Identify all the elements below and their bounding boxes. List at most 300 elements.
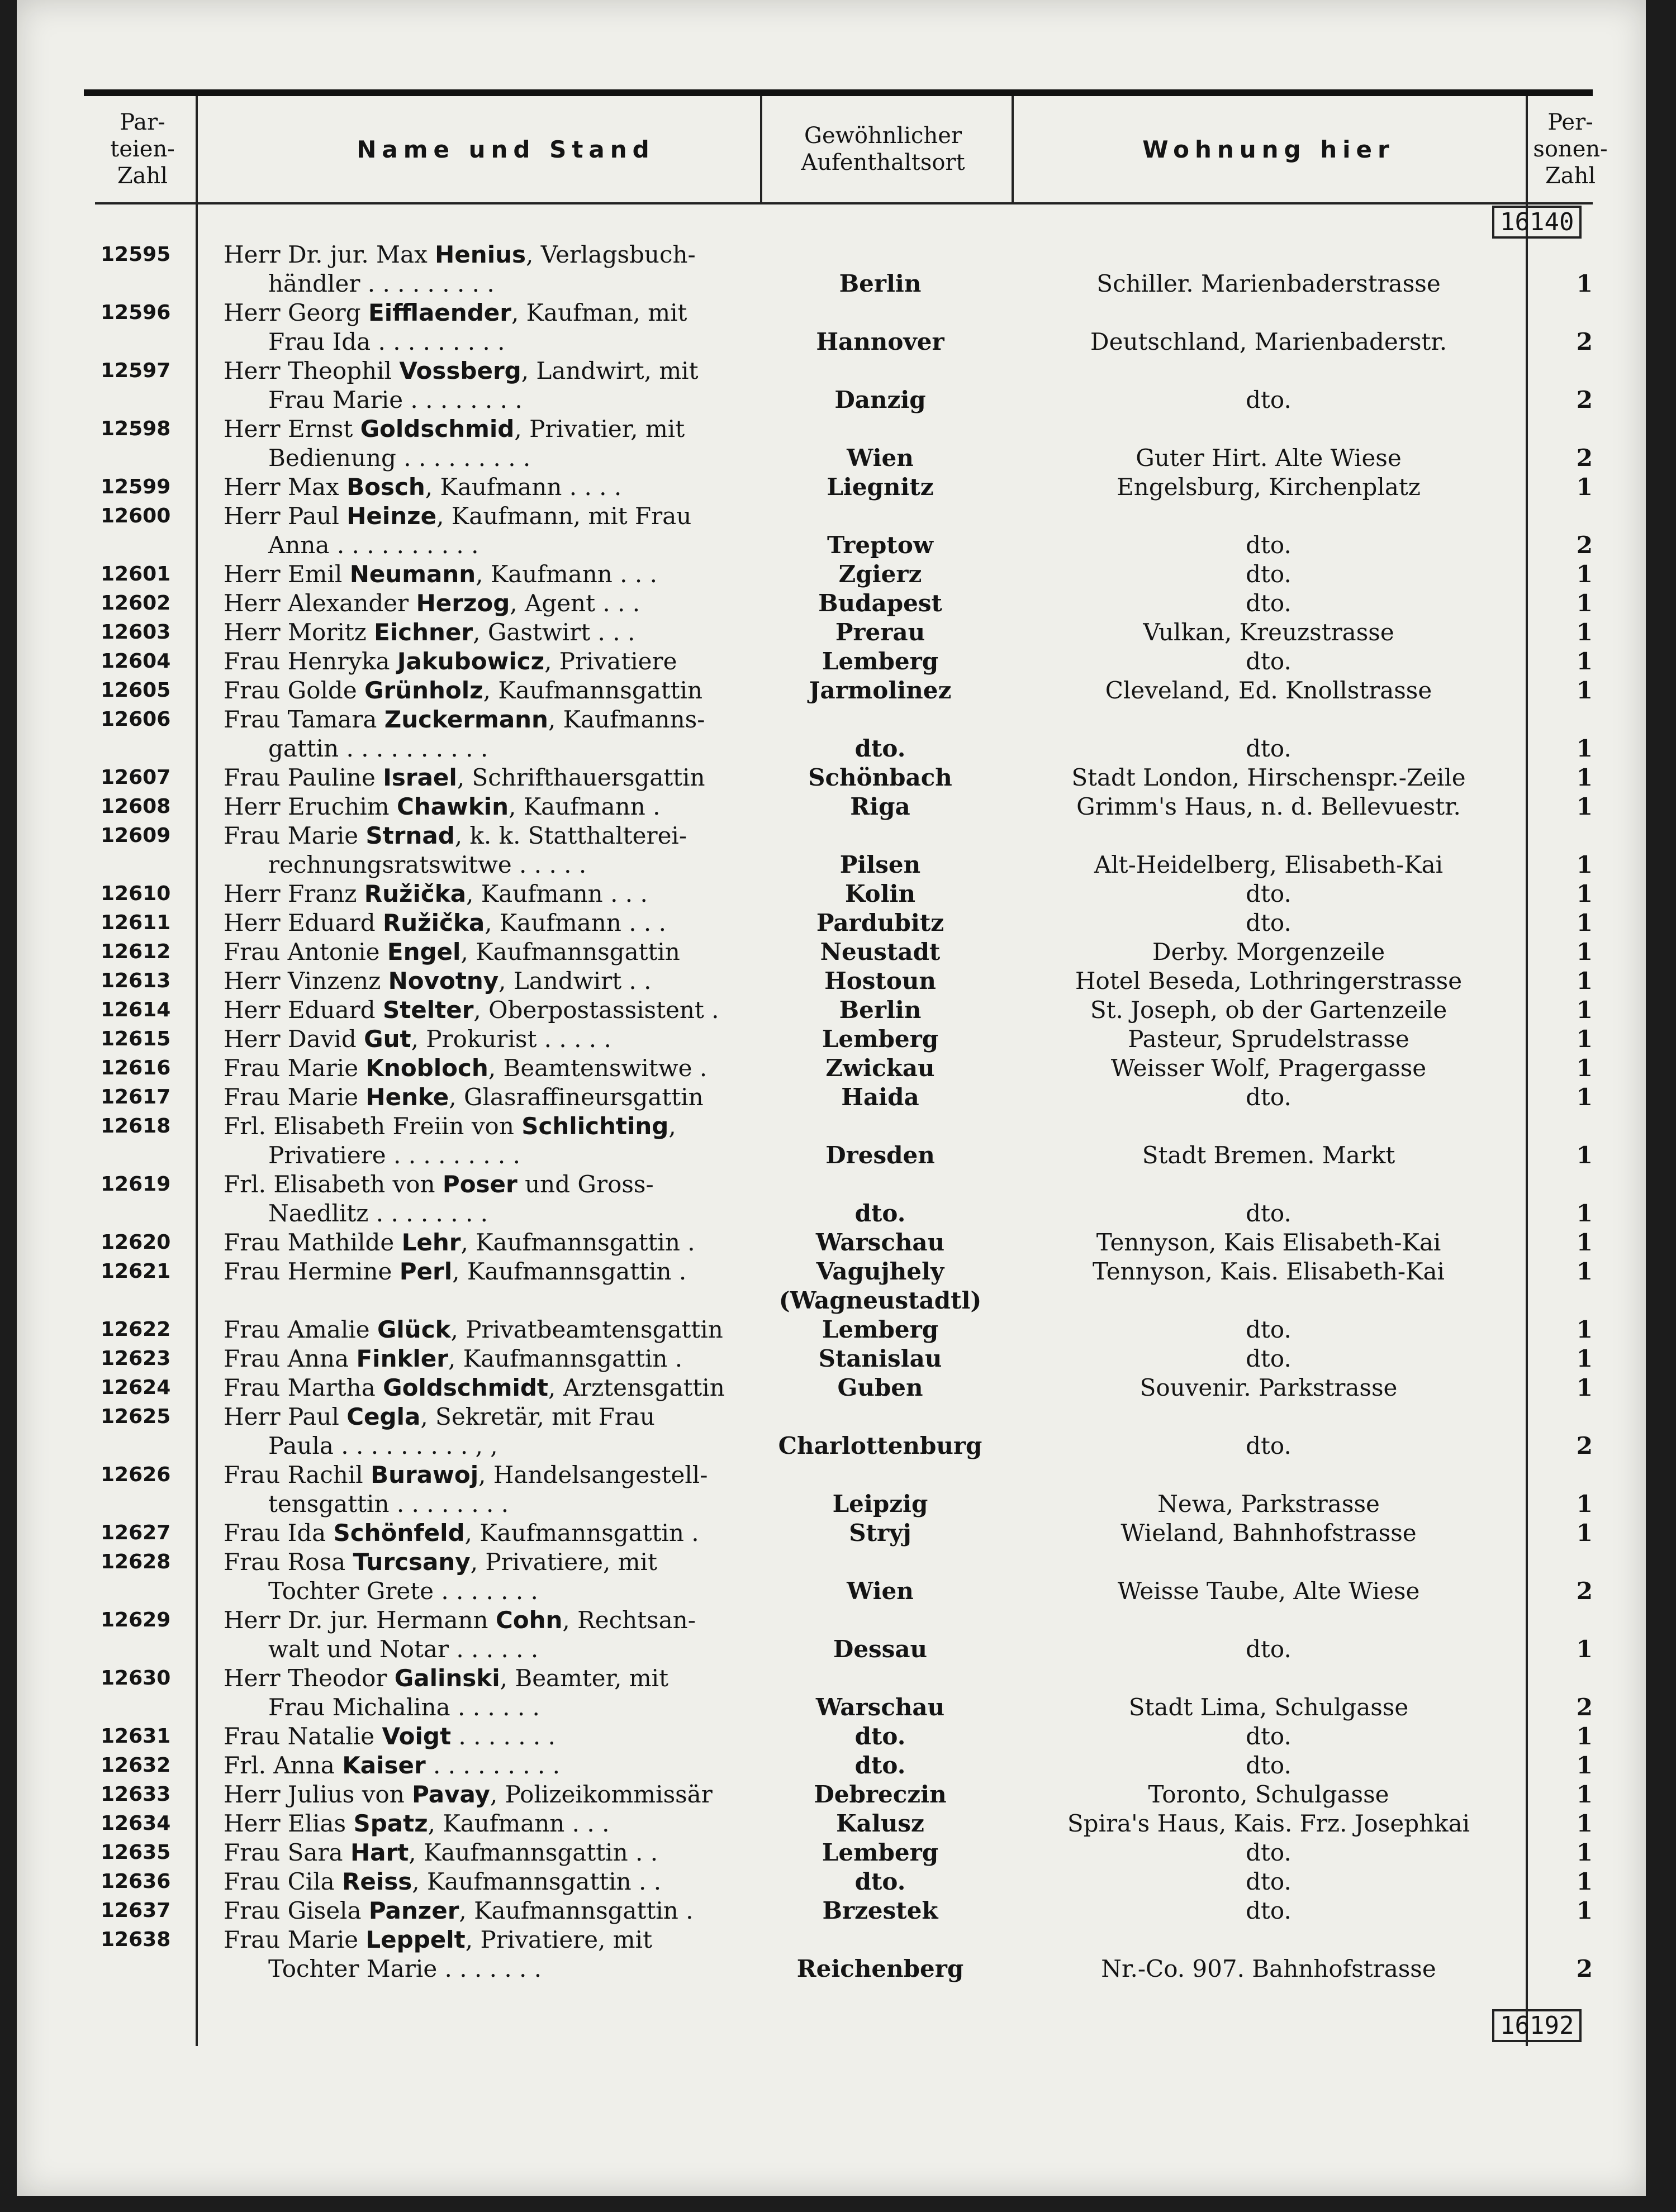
name-part: , Kaufmann . . . xyxy=(485,909,666,936)
name-part: Herr Emil xyxy=(224,560,350,588)
partei-number: 12613 xyxy=(101,969,171,992)
surname: Finkler xyxy=(356,1345,448,1372)
entry-name xyxy=(224,1054,816,1083)
partei-number: 12602 xyxy=(101,592,171,615)
partei-number: 12626 xyxy=(101,1463,171,1486)
name-continuation: tensgattin . . . . . . . . xyxy=(268,1490,509,1518)
personen-zahl: 1 xyxy=(1576,967,1593,995)
aufenthaltsort: Berlin xyxy=(839,270,922,297)
wohnung: Tennyson, Kais. Elisabeth-Kai xyxy=(1093,1258,1445,1285)
personen-zahl: 1 xyxy=(1576,938,1593,965)
aufenthaltsort: Hostoun xyxy=(824,967,936,995)
partei-number: 12638 xyxy=(101,1928,171,1951)
partei-number: 12614 xyxy=(101,998,171,1021)
total-end xyxy=(1492,2011,1582,2040)
aufenthaltsort: Debreczin xyxy=(814,1781,947,1808)
wohnung: Deutschland, Marienbaderstr. xyxy=(1090,328,1447,355)
aufenthaltsort: Lemberg xyxy=(822,1316,939,1343)
entry-name xyxy=(224,647,816,676)
partei-number: 12624 xyxy=(101,1376,171,1399)
name-part: Frau Hermine xyxy=(224,1258,400,1285)
aufenthaltsort: Stryj xyxy=(849,1519,911,1547)
name-part: , k. k. Statthalterei- xyxy=(454,822,687,849)
name-part: , Kaufmann . . . xyxy=(428,1810,610,1837)
header-name: Name und Stand xyxy=(357,135,655,163)
entry-name xyxy=(224,1838,816,1867)
personen-zahl: 1 xyxy=(1576,1839,1593,1866)
wohnung: dto. xyxy=(1246,1432,1292,1459)
aufenthaltsort: Kalusz xyxy=(836,1810,924,1837)
name-part: , Kaufmann . . . xyxy=(466,880,648,907)
entry-name xyxy=(224,705,816,763)
total-start xyxy=(1492,208,1582,236)
name-part: , Beamtenswitwe . xyxy=(488,1054,708,1082)
entry-name xyxy=(224,1896,816,1925)
aufenthaltsort: Liegnitz xyxy=(827,473,934,501)
personen-zahl: 1 xyxy=(1576,1025,1593,1053)
partei-number: 12623 xyxy=(101,1347,171,1370)
surname: Bosch xyxy=(346,473,425,501)
entry-name xyxy=(224,938,816,967)
name-part: , Kaufmannsgattin xyxy=(483,677,703,704)
name-continuation: walt und Notar . . . . . . xyxy=(268,1635,539,1663)
personen-zahl: 1 xyxy=(1576,619,1593,646)
partei-number: 12634 xyxy=(101,1812,171,1835)
partei-number: 12617 xyxy=(101,1086,171,1109)
entry-name xyxy=(224,792,816,821)
wohnung: dto. xyxy=(1246,1083,1292,1111)
entry-name xyxy=(224,1519,816,1548)
surname: Ružička xyxy=(364,880,467,907)
entry-name xyxy=(224,618,816,647)
surname: Poser xyxy=(442,1171,517,1198)
personen-zahl: 1 xyxy=(1576,648,1593,675)
total-end-value: 16192 xyxy=(1492,2009,1582,2042)
surname: Kaiser xyxy=(342,1752,426,1779)
partei-number: 12633 xyxy=(101,1783,171,1806)
partei-number: 12631 xyxy=(101,1725,171,1748)
name-part: Frau Rachil xyxy=(224,1461,371,1488)
surname: Perl xyxy=(399,1258,453,1285)
wohnung: Nr.-Co. 907. Bahnhofstrasse xyxy=(1101,1955,1436,1982)
personen-zahl: 1 xyxy=(1576,996,1593,1024)
name-part: Frau Rosa xyxy=(224,1548,353,1576)
wohnung: Guter Hirt. Alte Wiese xyxy=(1136,444,1402,472)
ort-line: (Wagneustadtl) xyxy=(778,1287,982,1314)
personen-zahl: 2 xyxy=(1576,1694,1593,1721)
aufenthaltsort: dto. xyxy=(854,1200,906,1227)
name-part: , Kaufmanns- xyxy=(548,706,705,733)
wohnung: dto. xyxy=(1246,560,1292,588)
partei-number: 12606 xyxy=(101,708,171,731)
wohnung: dto. xyxy=(1246,1752,1292,1779)
name-continuation: Frau Michalina . . . . . . xyxy=(268,1694,540,1721)
partei-number: 12637 xyxy=(101,1899,171,1922)
name-part: Frl. Elisabeth Freiin von xyxy=(224,1112,522,1140)
name-part: , Kaufmannsgattin . . xyxy=(412,1868,662,1895)
aufenthaltsort: Berlin xyxy=(839,996,922,1024)
name-part: , Kaufmannsgattin . . xyxy=(409,1839,658,1866)
name-continuation: Paula . . . . . . . . . , , xyxy=(268,1432,498,1459)
name-part: , Beamter, mit xyxy=(500,1664,668,1692)
wohnung: Newa, Parkstrasse xyxy=(1157,1490,1380,1518)
aufenthaltsort: Jarmolinez xyxy=(809,677,952,704)
personen-zahl: 2 xyxy=(1576,386,1593,413)
name-part: Frau Tamara xyxy=(224,706,384,733)
name-part: , Landwirt, mit xyxy=(521,357,699,384)
personen-zahl: 1 xyxy=(1576,1810,1593,1837)
partei-number: 12598 xyxy=(101,417,171,440)
aufenthaltsort: dto. xyxy=(854,1868,906,1895)
entry-name xyxy=(224,1751,816,1780)
personen-zahl: 1 xyxy=(1576,1752,1593,1779)
aufenthaltsort: Stanislau xyxy=(818,1345,942,1372)
surname: Ružička xyxy=(382,909,485,936)
partei-number: 12610 xyxy=(101,882,171,905)
wohnung: dto. xyxy=(1246,1839,1292,1866)
wohnung: dto. xyxy=(1246,1345,1292,1372)
name-part: Herr Georg xyxy=(224,299,368,326)
name-part: , Oberpostassistent . xyxy=(473,996,719,1024)
wohnung: Derby. Morgenzeile xyxy=(1152,938,1385,965)
name-part: . . . . . . . xyxy=(451,1723,555,1750)
entry-name xyxy=(224,560,816,589)
name-part: Herr Dr. jur. Hermann xyxy=(224,1606,496,1634)
aufenthaltsort: Guben xyxy=(837,1374,923,1401)
wohnung: Wieland, Bahnhofstrasse xyxy=(1121,1519,1417,1547)
personen-zahl: 2 xyxy=(1576,1577,1593,1605)
surname: Galinski xyxy=(394,1664,500,1692)
surname: Goldschmidt xyxy=(383,1374,548,1401)
name-part: Frau Pauline xyxy=(224,764,383,791)
total-start-value: 16140 xyxy=(1492,206,1582,239)
name-part: Herr Eduard xyxy=(224,996,383,1024)
surname: Novotny xyxy=(388,967,499,995)
personen-zahl: 1 xyxy=(1576,1345,1593,1372)
aufenthaltsort: Treptow xyxy=(827,531,933,559)
aufenthaltsort: Dresden xyxy=(825,1141,935,1169)
name-part: , Agent . . . xyxy=(510,589,640,617)
name-part: Frau Natalie xyxy=(224,1723,382,1750)
name-part: Frau Henryka xyxy=(224,648,397,675)
wohnung: Stadt Bremen. Markt xyxy=(1142,1141,1395,1169)
aufenthaltsort: Leipzig xyxy=(832,1490,928,1518)
personen-zahl: 1 xyxy=(1576,1258,1593,1285)
surname: Henius xyxy=(435,241,526,268)
surname: Henke xyxy=(365,1083,449,1111)
entry-name xyxy=(224,1228,816,1257)
name-part: Frl. Anna xyxy=(224,1752,343,1779)
partei-number: 12627 xyxy=(101,1521,171,1544)
surname: Schönfeld xyxy=(333,1519,465,1547)
personen-zahl: 2 xyxy=(1576,444,1593,472)
entry-name xyxy=(224,1780,816,1809)
surname: Heinze xyxy=(346,502,437,530)
personen-zahl: 1 xyxy=(1576,1200,1593,1227)
name-part: , Glasraffineursgattin xyxy=(449,1083,704,1111)
personen-zahl: 1 xyxy=(1576,560,1593,588)
name-part: , Verlagsbuch- xyxy=(526,241,696,268)
name-part: Frau Marie xyxy=(224,1926,366,1953)
name-continuation: Bedienung . . . . . . . . . xyxy=(268,444,531,472)
wohnung: dto. xyxy=(1246,1723,1292,1750)
surname: Hart xyxy=(350,1839,409,1866)
surname: Israel xyxy=(383,764,457,791)
entry-name xyxy=(224,502,816,560)
entry-name xyxy=(224,473,816,502)
name-part: , Kaufmann . xyxy=(509,793,661,820)
surname: Reiss xyxy=(342,1868,412,1895)
partei-number: 12630 xyxy=(101,1667,171,1690)
header-ort: Gewöhnlicher Aufenthaltsort xyxy=(801,123,965,175)
name-part: Herr Julius von xyxy=(224,1781,412,1808)
surname: Schlichting xyxy=(521,1112,669,1140)
surname: Panzer xyxy=(368,1897,459,1924)
page xyxy=(17,0,1646,2196)
surname: Stelter xyxy=(382,996,474,1024)
partei-number: 12636 xyxy=(101,1870,171,1893)
entry-name xyxy=(224,1606,816,1664)
name-part: Herr Paul xyxy=(224,1403,347,1430)
partei-number: 12620 xyxy=(101,1231,171,1254)
partei-number: 12600 xyxy=(101,505,171,527)
name-part: Frl. Elisabeth von xyxy=(224,1171,443,1198)
header-wohnung: Wohnung hier xyxy=(1142,135,1395,163)
entry-name xyxy=(224,967,816,996)
partei-number: 12597 xyxy=(101,359,171,382)
aufenthaltsort: Dessau xyxy=(833,1635,928,1663)
name-continuation: Tochter Grete . . . . . . . xyxy=(268,1577,538,1605)
name-part: , Kaufmannsgattin . xyxy=(459,1897,694,1924)
partei-number: 12629 xyxy=(101,1609,171,1631)
name-part: , Schrifthauersgattin xyxy=(457,764,705,791)
aufenthaltsort: Schönbach xyxy=(808,764,952,791)
personen-zahl: 1 xyxy=(1576,764,1593,791)
aufenthaltsort: Lemberg xyxy=(822,1025,939,1053)
wohnung: dto. xyxy=(1246,909,1292,936)
surname: Jakubowicz xyxy=(397,648,545,675)
partei-number: 12601 xyxy=(101,563,171,586)
aufenthaltsort xyxy=(754,1257,1006,1315)
wohnung: St. Joseph, ob der Gartenzeile xyxy=(1090,996,1447,1024)
entry-name xyxy=(224,1809,816,1838)
entry-name xyxy=(224,1402,816,1461)
top-rule xyxy=(84,89,1593,96)
name-part: , Kaufmannsgattin . xyxy=(460,1229,695,1256)
name-part: Frau Sara xyxy=(224,1839,350,1866)
partei-number: 12611 xyxy=(101,911,171,934)
surname: Pavay xyxy=(412,1781,490,1808)
name-part: , Privatier, mit xyxy=(514,415,685,443)
entry-name xyxy=(224,240,816,298)
partei-number: 12604 xyxy=(101,650,171,673)
entry-name xyxy=(224,415,816,473)
entry-name xyxy=(224,996,816,1025)
wohnung: Grimm's Haus, n. d. Bellevuestr. xyxy=(1076,793,1461,820)
partei-number: 12621 xyxy=(101,1260,171,1283)
wohnung: dto. xyxy=(1246,386,1292,413)
surname: Neumann xyxy=(349,560,476,588)
partei-number: 12608 xyxy=(101,795,171,818)
entry-name xyxy=(224,1373,816,1402)
aufenthaltsort: Warschau xyxy=(815,1229,945,1256)
wohnung: dto. xyxy=(1246,735,1292,762)
aufenthaltsort: Pilsen xyxy=(839,851,921,878)
entry-name xyxy=(224,1083,816,1112)
header-personen: Per- sonen- Zahl xyxy=(1533,110,1608,189)
entry-name xyxy=(224,1315,816,1344)
surname: Engel xyxy=(387,938,461,965)
name-part: , xyxy=(668,1112,676,1140)
aufenthaltsort: Neustadt xyxy=(820,938,941,965)
name-part: , Kaufmannsgattin . xyxy=(448,1345,683,1372)
name-part: , Kaufmann . . . xyxy=(476,560,657,588)
column-separator xyxy=(1012,96,1014,202)
name-part: , Polizeikommissär xyxy=(490,1781,713,1808)
wohnung: dto. xyxy=(1246,1897,1292,1924)
wohnung: Stadt Lima, Schulgasse xyxy=(1128,1694,1409,1721)
aufenthaltsort: Riga xyxy=(850,793,910,820)
aufenthaltsort: Zwickau xyxy=(825,1054,935,1082)
aufenthaltsort: Wien xyxy=(847,444,914,472)
wohnung: Engelsburg, Kirchenplatz xyxy=(1117,473,1421,501)
entry-name xyxy=(224,589,816,618)
surname: Spatz xyxy=(353,1810,428,1837)
surname: Cegla xyxy=(346,1403,421,1430)
wohnung: dto. xyxy=(1246,1635,1292,1663)
name-part: Herr Franz xyxy=(224,880,364,907)
partei-number: 12605 xyxy=(101,679,171,702)
wohnung: Schiller. Marienbaderstrasse xyxy=(1096,270,1441,297)
name-continuation: Tochter Marie . . . . . . . xyxy=(268,1955,542,1982)
surname: Cohn xyxy=(495,1606,563,1634)
name-part: Frau Antonie xyxy=(224,938,387,965)
name-part: Herr Theodor xyxy=(224,1664,395,1692)
table-header xyxy=(95,96,1608,204)
wohnung: Alt-Heidelberg, Elisabeth-Kai xyxy=(1094,851,1444,878)
entry-name xyxy=(224,1461,816,1519)
header-partei: Par- teien- Zahl xyxy=(110,110,175,189)
name-part: Herr Paul xyxy=(224,502,347,530)
personen-zahl: 1 xyxy=(1576,677,1593,704)
aufenthaltsort: Brzestek xyxy=(822,1897,938,1924)
wohnung: Pasteur, Sprudelstrasse xyxy=(1128,1025,1409,1053)
personen-zahl: 1 xyxy=(1576,1868,1593,1895)
name-part: Herr Vinzenz xyxy=(224,967,388,995)
personen-zahl: 1 xyxy=(1576,909,1593,936)
surname: Knobloch xyxy=(365,1054,488,1082)
personen-zahl: 1 xyxy=(1576,589,1593,617)
name-continuation: händler . . . . . . . . . xyxy=(268,270,495,297)
wohnung: Toronto, Schulgasse xyxy=(1148,1781,1389,1808)
partei-number: 12632 xyxy=(101,1754,171,1777)
aufenthaltsort: Lemberg xyxy=(822,1839,939,1866)
aufenthaltsort: Budapest xyxy=(818,589,942,617)
name-part: Herr Elias xyxy=(224,1810,354,1837)
personen-zahl: 1 xyxy=(1576,1519,1593,1547)
entry-name xyxy=(224,1170,816,1228)
name-part: , Landwirt . . xyxy=(498,967,652,995)
aufenthaltsort: Zgierz xyxy=(838,560,922,588)
personen-zahl: 1 xyxy=(1576,880,1593,907)
partei-number: 12596 xyxy=(101,301,171,324)
personen-zahl: 1 xyxy=(1576,473,1593,501)
wohnung: dto. xyxy=(1246,1200,1292,1227)
wohnung: Weisser Wolf, Pragergasse xyxy=(1110,1054,1427,1082)
entry-name xyxy=(224,1548,816,1606)
wohnung: Hotel Beseda, Lothringerstrasse xyxy=(1075,967,1463,995)
personen-zahl: 1 xyxy=(1576,1635,1593,1663)
name-part: , Privatiere xyxy=(544,648,677,675)
entry-name xyxy=(224,1925,816,1983)
entry-name xyxy=(224,1344,816,1373)
surname: Goldschmid xyxy=(360,415,515,443)
partei-number: 12615 xyxy=(101,1027,171,1050)
personen-zahl: 2 xyxy=(1576,531,1593,559)
aufenthaltsort: Wien xyxy=(847,1577,914,1605)
entry-name xyxy=(224,1257,816,1286)
personen-zahl: 1 xyxy=(1576,1781,1593,1808)
wohnung: Stadt London, Hirschenspr.-Zeile xyxy=(1071,764,1466,791)
name-part: Frau Marie xyxy=(224,822,366,849)
wohnung: Spira's Haus, Kais. Frz. Josephkai xyxy=(1067,1810,1470,1837)
wohnung: dto. xyxy=(1246,1316,1292,1343)
name-continuation: Naedlitz . . . . . . . . xyxy=(268,1200,488,1227)
name-part: Herr Alexander xyxy=(224,589,416,617)
partei-number: 12609 xyxy=(101,824,171,847)
name-part: , Sekretär, mit Frau xyxy=(420,1403,655,1430)
name-part: Frau Mathilde xyxy=(224,1229,402,1256)
wohnung: dto. xyxy=(1246,531,1292,559)
name-part: , Privatiere, mit xyxy=(470,1548,657,1576)
surname: Eichner xyxy=(374,619,473,646)
surname: Glück xyxy=(377,1316,451,1343)
name-part: , Arztensgattin xyxy=(548,1374,725,1401)
name-continuation: gattin . . . . . . . . . . xyxy=(268,735,488,762)
personen-zahl: 1 xyxy=(1576,1374,1593,1401)
name-continuation: rechnungsratswitwe . . . . . xyxy=(268,851,587,878)
aufenthaltsort: Hannover xyxy=(816,328,944,355)
personen-zahl: 2 xyxy=(1576,328,1593,355)
name-part: Herr Dr. jur. Max xyxy=(224,241,435,268)
partei-number: 12607 xyxy=(101,766,171,789)
entry-name xyxy=(224,1664,816,1722)
entry-name xyxy=(224,1112,816,1170)
name-part: und Gross- xyxy=(517,1171,654,1198)
partei-number: 12599 xyxy=(101,475,171,498)
entry-name xyxy=(224,298,816,356)
entry-name xyxy=(224,676,816,705)
wohnung: Cleveland, Ed. Knollstrasse xyxy=(1105,677,1432,704)
entry-name xyxy=(224,1025,816,1054)
personen-zahl: 1 xyxy=(1576,793,1593,820)
name-part: , Prokurist . . . . . xyxy=(411,1025,611,1053)
column-separator xyxy=(196,96,198,2046)
personen-zahl: 2 xyxy=(1576,1955,1593,1982)
name-part: , Privatbeamtensgattin xyxy=(450,1316,723,1343)
aufenthaltsort: Reichenberg xyxy=(796,1955,964,1982)
entry-name xyxy=(224,1722,816,1751)
personen-zahl: 1 xyxy=(1576,270,1593,297)
name-part: , Kaufmannsgattin . xyxy=(464,1519,699,1547)
surname: Gut xyxy=(364,1025,411,1053)
partei-number: 12625 xyxy=(101,1405,171,1428)
entry-name xyxy=(224,908,816,938)
wohnung: Souvenir. Parkstrasse xyxy=(1140,1374,1398,1401)
aufenthaltsort: dto. xyxy=(854,735,906,762)
partei-number: 12595 xyxy=(101,243,171,266)
entry-name xyxy=(224,356,816,415)
